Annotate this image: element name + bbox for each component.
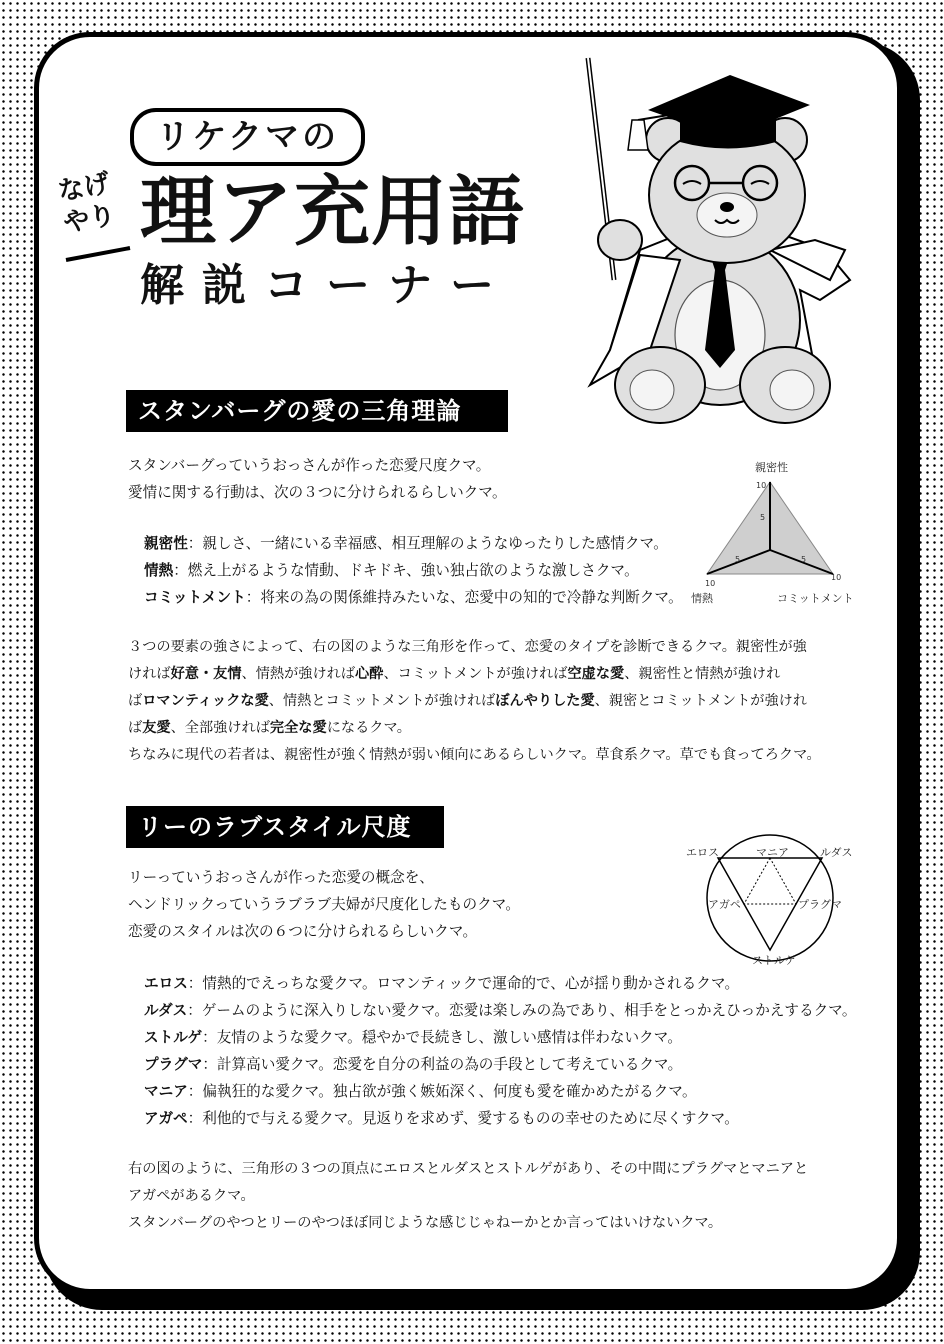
- section1-body: [128, 634, 821, 769]
- diagram-label-passion: 情熱: [691, 592, 713, 605]
- diagram-tick-10-right: 10: [831, 573, 842, 582]
- definition-desc: ：ゲームのように深入りしない愛クマ。恋愛は楽しみの為であり、相手をとっかえひっかえするクマ。: [187, 1002, 857, 1019]
- section2-intro-line1: リーっていうおっさんが作った恋愛の概念を、: [128, 869, 434, 886]
- definition-term: エロス: [144, 975, 188, 992]
- title-underline-stroke: [64, 244, 134, 264]
- definition-item: [144, 1078, 856, 1105]
- definition-item: [144, 557, 683, 584]
- title-side: [56, 165, 139, 256]
- page-title: 理ア充用語: [140, 167, 525, 256]
- love-style-diagram: [680, 828, 860, 968]
- diagram-label-pragma: プラグマ: [798, 898, 842, 911]
- diagram-label-commitment: コミットメント: [777, 592, 854, 605]
- definition-term: プラグマ: [144, 1056, 203, 1073]
- body-line: ければ好意・友情、情熱が強ければ心酔、コミットメントが強ければ空虚な愛、親密性と情熱が強けれ: [128, 666, 781, 682]
- section1-heading: スタンバーグの愛の三角理論: [126, 390, 508, 432]
- love-triangle-diagram: [685, 458, 865, 608]
- outro-line: アガペがあるクマ。: [128, 1188, 255, 1204]
- definition-term: マニア: [144, 1083, 188, 1100]
- definition-item: [144, 584, 683, 611]
- body-line: ばロマンティックな愛、情熱とコミットメントが強ければぼんやりした愛、親密とコミットメントが強けれ: [128, 693, 808, 709]
- diagram-label-intimacy: 親密性: [755, 461, 788, 474]
- section2-intro-line2: ヘンドリックっていうラブラブ夫婦が尺度化したものクマ。: [128, 896, 520, 913]
- body-line: ３つの要素の強さによって、右の図のような三角形を作って、恋愛のタイプを診断できるクマ。親密性が強: [128, 639, 807, 655]
- diagram-label-agape: アガペ: [708, 898, 741, 911]
- diagram-tick-5-right: 5: [801, 555, 807, 564]
- section2-heading: リーのラブスタイル尺度: [126, 806, 444, 848]
- bear-professor-illustration: [570, 50, 870, 430]
- definition-term: コミットメント: [144, 589, 246, 606]
- section1-intro-line1: スタンバーグっていうおっさんが作った恋愛尺度クマ。: [128, 457, 491, 474]
- definition-item: [144, 997, 856, 1024]
- title-side-line1: なげ: [55, 168, 113, 208]
- section1-intro-line2: 愛情に関する行動は、次の３つに分けられるらしいクマ。: [128, 484, 507, 501]
- definition-desc: ：偏執狂的な愛クマ。独占欲が強く嫉妬深く、何度も愛を確かめたがるクマ。: [187, 1083, 697, 1100]
- section1-intro: [128, 452, 507, 506]
- definition-term: ストルゲ: [144, 1029, 203, 1046]
- definition-term: ルダス: [144, 1002, 188, 1019]
- diagram-label-mania: マニア: [756, 846, 789, 859]
- section2-outro: [128, 1156, 808, 1237]
- outro-line: 右の図のように、三角形の３つの頂点にエロスとルダスとストルゲがあり、その中間にプラグマとマニアと: [128, 1161, 809, 1177]
- definition-desc: ：親しさ、一緒にいる幸福感、相互理解のようなゆったりした感情クマ。: [187, 535, 668, 552]
- section2-intro: [128, 864, 520, 945]
- definition-desc: ：燃え上がるような情動、ドキドキ、強い独占欲のような激しさクマ。: [173, 562, 639, 579]
- definition-term: 情熱: [144, 562, 174, 579]
- section1-definitions: [144, 530, 683, 611]
- definition-term: アガペ: [144, 1110, 188, 1127]
- section2-intro-line3: 恋愛のスタイルは次の６つに分けられるらしいクマ。: [128, 923, 478, 940]
- definition-item: [144, 1024, 856, 1051]
- definition-item: [144, 1051, 856, 1078]
- body-line: ちなみに現代の若者は、親密性が強く情熱が弱い傾向にあるらしいクマ。草食系クマ。草でも食ってろクマ。: [128, 747, 821, 763]
- definition-term: 親密性: [144, 535, 188, 552]
- diagram-label-ludus: ルダス: [820, 846, 853, 859]
- diagram-tick-10-left: 10: [705, 579, 716, 588]
- definition-item: [144, 970, 856, 997]
- definition-desc: ：将来の為の関係維持みたいな、恋愛中の知的で冷静な判断クマ。: [245, 589, 683, 606]
- diagram-tick-5-top: 5: [760, 513, 766, 522]
- diagram-tick-5-left: 5: [735, 555, 741, 564]
- body-line: ば友愛、全部強ければ完全な愛になるクマ。: [128, 720, 411, 736]
- diagram-label-eros: エロス: [686, 846, 719, 859]
- outro-line: スタンバーグのやつとリーのやつほぼ同じような感じじゃねーかとか言ってはいけないクマ。: [128, 1215, 723, 1231]
- title-side-line2: やり: [61, 200, 118, 239]
- title-bottom: 解説コーナー: [140, 260, 512, 311]
- definition-item: [144, 530, 683, 557]
- definition-item: [144, 1105, 856, 1132]
- definition-desc: ：情熱的でえっちな愛クマ。ロマンティックで運命的で、心が揺り動かされるクマ。: [187, 975, 740, 992]
- definition-desc: ：計算高い愛クマ。恋愛を自分の利益の為の手段として考えているクマ。: [202, 1056, 683, 1073]
- definition-desc: ：友情のような愛クマ。穏やかで長続きし、激しい感情は伴わないクマ。: [202, 1029, 682, 1046]
- diagram-label-storge: ストルゲ: [752, 954, 796, 967]
- diagram-tick-10-top: 10: [756, 481, 767, 490]
- definition-desc: ：利他的で与える愛クマ。見返りを求めず、愛するものの幸せのために尽くすクマ。: [187, 1110, 739, 1127]
- section2-definitions: [144, 970, 856, 1132]
- title-top: リケクマの: [130, 108, 365, 166]
